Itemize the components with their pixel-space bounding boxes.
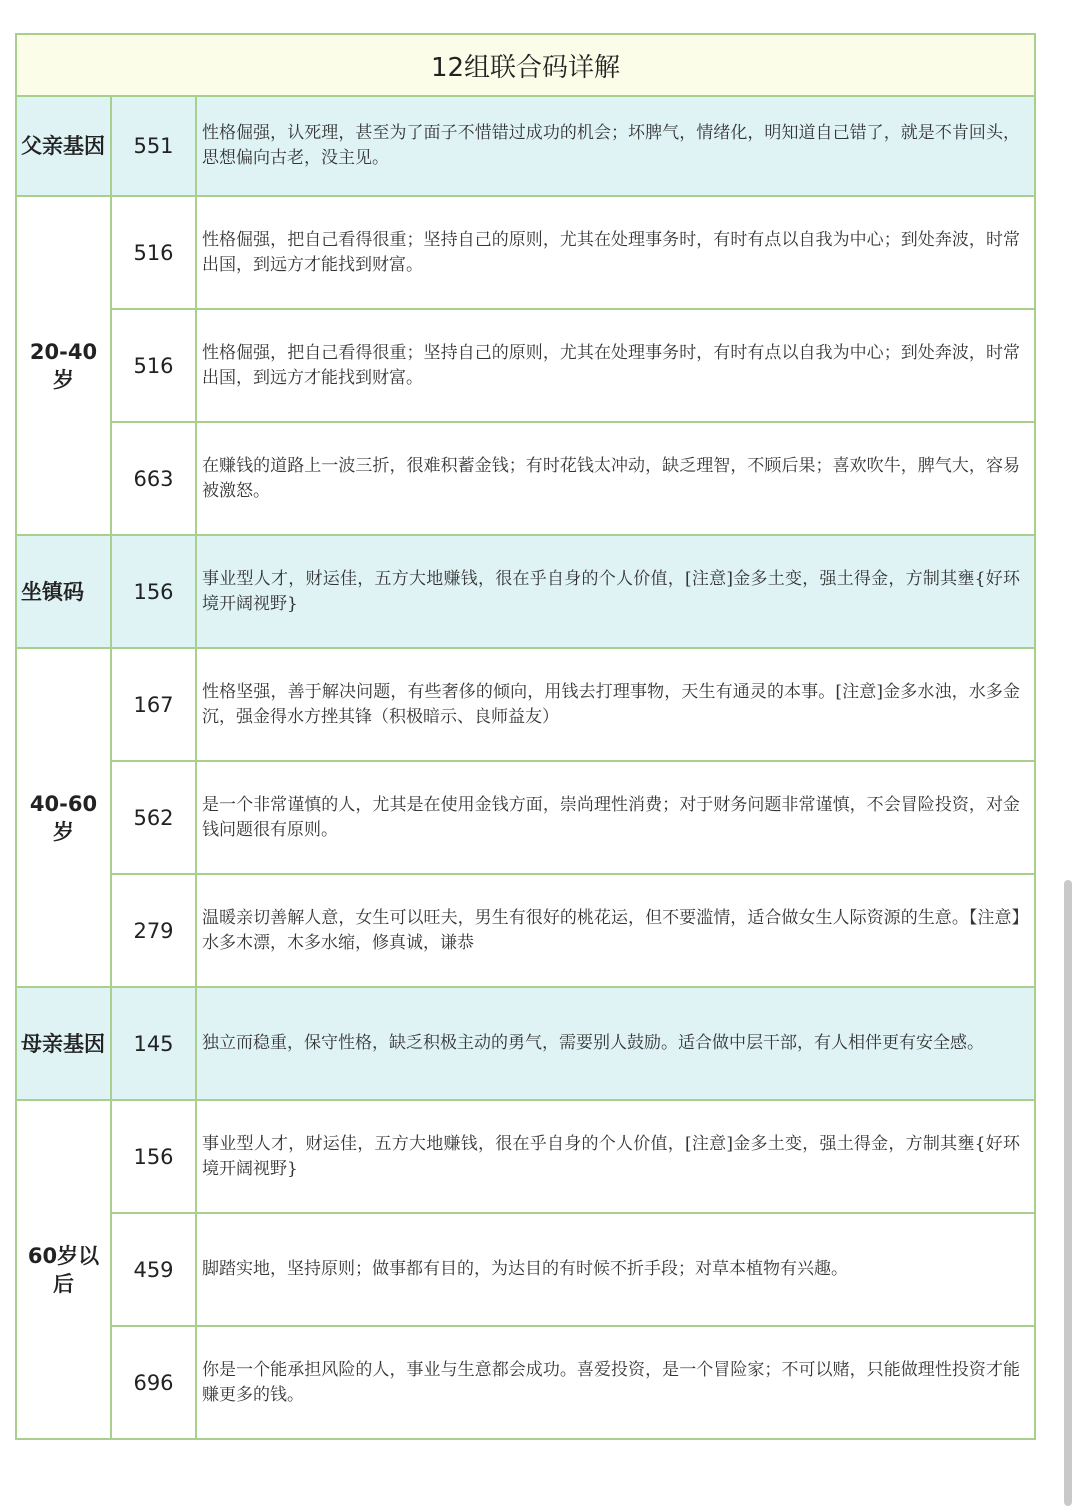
table-row: [16, 422, 1035, 535]
category-cell: 20-40岁: [16, 196, 111, 535]
table-row: [16, 535, 1035, 648]
category-cell: 母亲基因: [16, 987, 111, 1100]
scrollbar[interactable]: [1064, 880, 1072, 1506]
description-cell: 温暖亲切善解人意，女生可以旺夫，男生有很好的桃花运，但不要滥情，适合做女生人际资源的生意。【注意】水多木漂，木多水缩，修真诚，谦恭: [196, 874, 1035, 987]
category-cell: 60岁以后: [16, 1100, 111, 1439]
code-cell: 551: [111, 96, 196, 196]
description-cell: 你是一个能承担风险的人，事业与生意都会成功。喜爱投资，是一个冒险家；不可以赌，只能做理性投资才能赚更多的钱。: [196, 1326, 1035, 1439]
description-cell: 性格坚强，善于解决问题，有些奢侈的倾向，用钱去打理事物，天生有通灵的本事。[注意]金多水浊，水多金沉，强金得水方挫其锋（积极暗示、良师益友）: [196, 648, 1035, 761]
description-cell: 独立而稳重，保守性格，缺乏积极主动的勇气，需要别人鼓励。适合做中层干部，有人相伴更有安全感。: [196, 987, 1035, 1100]
table-row: [16, 761, 1035, 874]
table-row: [16, 309, 1035, 422]
code-cell: 516: [111, 309, 196, 422]
code-cell: 459: [111, 1213, 196, 1326]
description-cell: 是一个非常谨慎的人，尤其是在使用金钱方面，崇尚理性消费；对于财务问题非常谨慎，不会冒险投资，对金钱问题很有原则。: [196, 761, 1035, 874]
table-title: 12组联合码详解: [16, 34, 1035, 96]
table-row: [16, 1326, 1035, 1439]
code-cell: 279: [111, 874, 196, 987]
code-cell: 663: [111, 422, 196, 535]
table-row: [16, 96, 1035, 196]
description-cell: 事业型人才，财运佳，五方大地赚钱，很在乎自身的个人价值，[注意]金多土变，强土得金，方制其壅{好环境开阔视野}: [196, 535, 1035, 648]
table-row: [16, 987, 1035, 1100]
code-cell: 696: [111, 1326, 196, 1439]
code-cell: 145: [111, 987, 196, 1100]
description-cell: 事业型人才，财运佳，五方大地赚钱，很在乎自身的个人价值，[注意]金多土变，强土得金，方制其壅{好环境开阔视野}: [196, 1100, 1035, 1213]
description-cell: 性格倔强，认死理，甚至为了面子不惜错过成功的机会；坏脾气，情绪化，明知道自己错了，就是不肯回头，思想偏向古老，没主见。: [196, 96, 1035, 196]
code-cell: 156: [111, 535, 196, 648]
category-cell: 坐镇码: [16, 535, 111, 648]
code-cell: 167: [111, 648, 196, 761]
code-table: [15, 33, 1036, 1440]
code-cell: 562: [111, 761, 196, 874]
description-cell: 性格倔强，把自己看得很重；坚持自己的原则，尤其在处理事务时，有时有点以自我为中心；到处奔波，时常出国，到远方才能找到财富。: [196, 196, 1035, 309]
description-cell: 性格倔强，把自己看得很重；坚持自己的原则，尤其在处理事务时，有时有点以自我为中心；到处奔波，时常出国，到远方才能找到财富。: [196, 309, 1035, 422]
description-cell: 在赚钱的道路上一波三折，很难积蓄金钱；有时花钱太冲动，缺乏理智，不顾后果；喜欢吹牛，脾气大，容易被激怒。: [196, 422, 1035, 535]
table-row: [16, 1213, 1035, 1326]
table-row: [16, 196, 1035, 309]
category-cell: 40-60岁: [16, 648, 111, 987]
table-row: [16, 874, 1035, 987]
table-row: [16, 1100, 1035, 1213]
table-row: [16, 648, 1035, 761]
category-cell: 父亲基因: [16, 96, 111, 196]
code-cell: 156: [111, 1100, 196, 1213]
description-cell: 脚踏实地，坚持原则；做事都有目的，为达目的有时候不折手段；对草本植物有兴趣。: [196, 1213, 1035, 1326]
code-cell: 516: [111, 196, 196, 309]
